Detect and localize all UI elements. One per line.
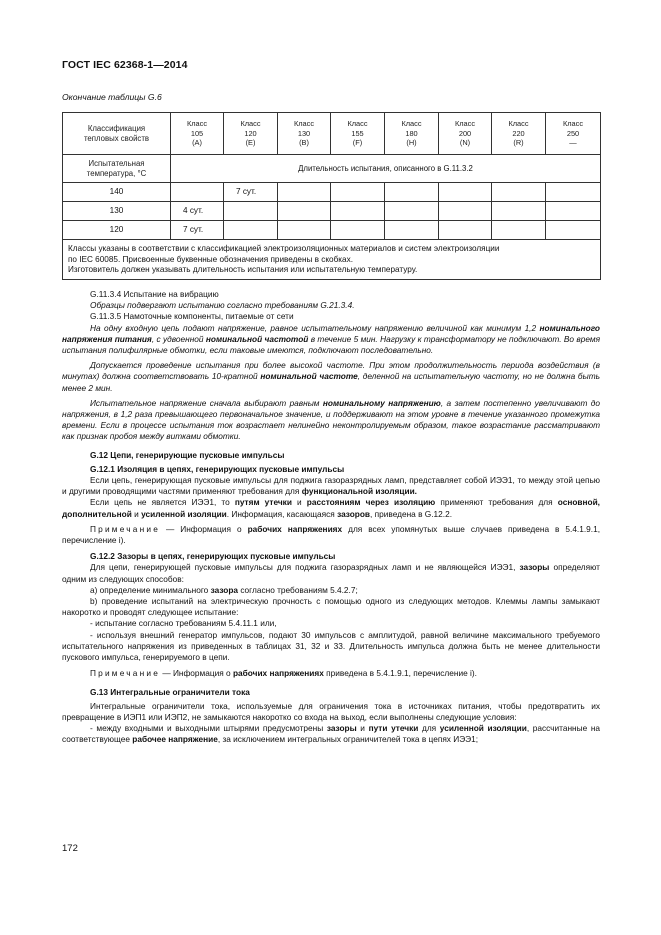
paragraph: Испытательное напряжение сначала выбирают равным номинальному напряжению, а затем постепенно увеличивают до напряжения, в 1,2 раза превышающего первоначальное значение, и поддерживают на этом уровне в течение указанного промежутка времени. Если в процессе испытания ток возрастает нелинейно неконтролируемым образом, такое возрастание рассматривают как признак пробоя между витками обмотки.	[62, 397, 600, 442]
value-cell	[546, 202, 601, 221]
value-cell	[492, 221, 546, 240]
section-title-g13: G.13 Интегральные ограничители тока	[90, 686, 250, 697]
list-item: b) проведение испытаний на электрическую прочность с помощью одного из следующих методов. Клеммы лампы замыкают накоротко и проводят следующее испытание:	[62, 596, 600, 618]
class-cell: Класс 105 (A)	[171, 113, 224, 155]
table-caption: Окончание таблицы G.6	[62, 92, 162, 102]
body-text	[62, 289, 600, 746]
value-cell	[385, 183, 439, 202]
value-cell	[492, 202, 546, 221]
note: Примечание — Информация о рабочих напряжениях приведена в 5.4.1.9.1, перечисление i).	[90, 668, 477, 679]
value-cell	[439, 221, 492, 240]
value-cell	[278, 183, 331, 202]
paragraph: Интегральные ограничители тока, используемые для ограничения тока в источниках питания, чтобы предотвратить их превращение в ИЭП1 или ИЭП2, не замыкаются накоротко со входа на выход, если выполнены следующие условия:	[62, 700, 600, 722]
section-title-g1135: G.11.3.5 Намоточные компоненты, питаемые от сети	[90, 311, 294, 322]
temp-cell: 140	[63, 183, 171, 202]
value-cell	[331, 221, 385, 240]
value-cell	[439, 202, 492, 221]
class-cell: Класс 155 (F)	[331, 113, 385, 155]
test-temp-label: Испытательная температура, °С	[63, 155, 171, 183]
table-row	[63, 202, 601, 221]
value-cell	[331, 202, 385, 221]
section-title-g122: G.12.2 Зазоры в цепях, генерирующих пусковые импульсы	[90, 551, 336, 562]
list-item: - испытание согласно требованиям 5.4.11.1 или,	[90, 618, 277, 629]
class-cell: Класс 180 (H)	[385, 113, 439, 155]
value-cell: 7 сут.	[224, 183, 278, 202]
test-temp-row	[63, 155, 601, 183]
value-cell	[171, 183, 224, 202]
class-cell: Класс 130 (B)	[278, 113, 331, 155]
header-label-cell: Классификация тепловых свойств	[63, 113, 171, 155]
document-header: ГОСТ IEC 62368-1—2014	[62, 59, 188, 71]
table-row	[63, 183, 601, 202]
paragraph: Образцы подвергают испытанию согласно требованиям G.21.3.4.	[90, 300, 355, 311]
class-cell: Класс 250 —	[546, 113, 601, 155]
table-note-row	[63, 240, 601, 280]
page-number: 172	[62, 843, 78, 854]
class-cell: Класс 220 (R)	[492, 113, 546, 155]
paragraph: Если цепь, генерирующая пусковые импульсы для поджига газоразрядных ламп, представляет собой ИЭЭ1, то между этой цепью и другими проводящими частями применяют требования для функциональной изоляции.	[62, 475, 600, 497]
value-cell: 4 сут.	[171, 202, 224, 221]
value-cell	[278, 221, 331, 240]
value-cell	[492, 183, 546, 202]
paragraph: На одну входную цепь подают напряжение, равное испытательному напряжению величиной как минимум 1,2 номинального напряжения питания, с удвоенной номинальной частотой в течение 5 мин. Нагрузку к трансформатору не подключают. Во время испытания полифилярные обмотки, если таковые имеются, подключают последовательно.	[62, 322, 600, 356]
class-cell: Класс 200 (N)	[439, 113, 492, 155]
table-header-row	[63, 113, 601, 155]
temp-cell: 120	[63, 221, 171, 240]
note: Примечание — Информация о рабочих напряжениях для всех упомянутых выше случаев приведена в 5.4.1.9.1, перечисление i).	[62, 523, 600, 546]
value-cell	[546, 221, 601, 240]
value-cell	[546, 183, 601, 202]
list-item: - между входными и выходными штырями предусмотрены зазоры и пути утечки для усиленной изоляции, рассчитанные на соответствующее рабочее напряжение, за исключением интегральных ограничителей тока в цепях ИЭЭ1;	[62, 723, 601, 745]
table-note: Классы указаны в соответствии с классификацией электроизоляционных материалов и систем электроизоляции по IEC 60085. Присвоенные буквенные обозначения приведены в скобках. Изготовитель должен указывать длительность испытания или испытательную температуру.	[63, 240, 601, 280]
value-cell	[385, 221, 439, 240]
duration-label: Длительность испытания, описанного в G.11.3.2	[171, 155, 601, 183]
class-cell: Класс 120 (E)	[224, 113, 278, 155]
temp-cell: 130	[63, 202, 171, 221]
section-title-g121: G.12.1 Изоляция в цепях, генерирующих пусковые импульсы	[90, 463, 345, 474]
section-title-g1134: G.11.3.4 Испытание на вибрацию	[90, 289, 219, 299]
section-title-g12: G.12 Цепи, генерирующие пусковые импульсы	[90, 449, 285, 460]
value-cell	[439, 183, 492, 202]
value-cell: 7 сут.	[171, 221, 224, 240]
paragraph: Для цепи, генерирующей пусковые импульсы для поджига газоразрядных ламп и не являющейся ИЭЭ1, зазоры определяют одним из следующих способов:	[62, 562, 600, 584]
paragraph: Допускается проведение испытания при более высокой частоте. При этом продолжительность периода воздействия (в минутах) должна соответствовать 10-кратной номинальной частоте, деленной на испытательную частоту, но не должна быть менее 2 мин.	[62, 360, 600, 393]
value-cell	[331, 183, 385, 202]
table-row	[63, 221, 601, 240]
value-cell	[224, 202, 278, 221]
list-item: - используя внешний генератор импульсов, подают 30 импульсов с амплитудой, равной величине максимального требуемого испытательного напряжения из приведенных в таблицах 31, 32 и 33. Длительность импульса должна быть не менее длительности пускового импульса, генерируемого в цепи.	[62, 629, 600, 663]
value-cell	[224, 221, 278, 240]
value-cell	[278, 202, 331, 221]
value-cell	[385, 202, 439, 221]
paragraph: Если цепь не является ИЭЭ1, то путям утечки и расстояниям через изоляцию применяют требования для основной, дополнительной и усиленной изоляции. Информация, касающаяся зазоров, приведена в G.12.2.	[62, 497, 600, 519]
list-item: a) определение минимального зазора согласно требованиям 5.4.2.7;	[90, 584, 358, 595]
thermal-class-table	[62, 112, 601, 280]
